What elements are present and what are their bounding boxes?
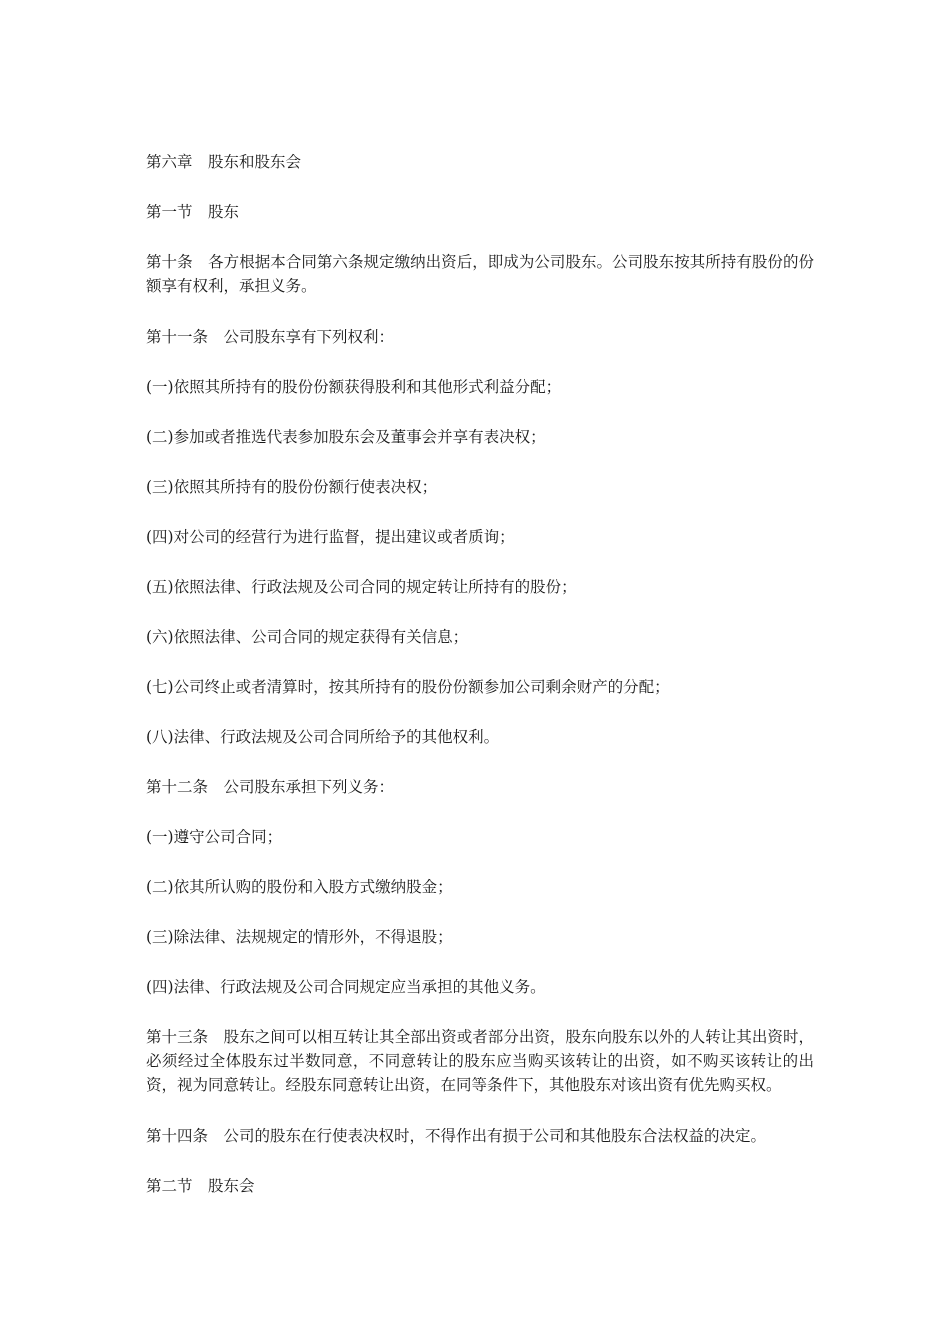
section-heading: 第一节 股东 [146,203,240,221]
list-item: (八)法律、行政法规及公司合同所给予的其他权利。 [146,728,500,746]
article-paragraph: 第十三条 股东之间可以相互转让其全部出资或者部分出资，股东向股东以外的人转让其出资时，必须经过全体股东过半数同意，不同意转让的股东应当购买该转让的出资，如不购买该转让的出资，视为同意转让。经股东同意转让出资，在同等条件下，其他股东对该出资有优先购买权。 [146,1028,814,1094]
list-item: (一)遵守公司合同； [146,828,283,846]
list-item: (三)依照其所持有的股份份额行使表决权； [146,478,438,496]
list-item: (二)依其所认购的股份和入股方式缴纳股金； [146,878,453,896]
list-item: (五)依照法律、行政法规及公司合同的规定转让所持有的股份； [146,578,577,596]
article-paragraph: 第十四条 公司的股东在行使表决权时，不得作出有损于公司和其他股东合法权益的决定。 [146,1127,767,1145]
document-page [146,150,814,1224]
list-item: (七)公司终止或者清算时，按其所持有的股份份额参加公司剩余财产的分配； [146,678,670,696]
article-paragraph: 第十一条 公司股东享有下列权利： [146,328,395,346]
article-paragraph: 第十条 各方根据本合同第六条规定缴纳出资后，即成为公司股东。公司股东按其所持有股份的份额享有权利，承担义务。 [146,253,814,295]
list-item: (六)依照法律、公司合同的规定获得有关信息； [146,628,469,646]
article-paragraph: 第十二条 公司股东承担下列义务： [146,778,395,796]
chapter-heading: 第六章 股东和股东会 [146,153,302,171]
list-item: (四)对公司的经营行为进行监督，提出建议或者质询； [146,528,515,546]
list-item: (四)法律、行政法规及公司合同规定应当承担的其他义务。 [146,978,546,996]
list-item: (一)依照其所持有的股份份额获得股利和其他形式利益分配； [146,378,562,396]
list-item: (二)参加或者推选代表参加股东会及董事会并享有表决权； [146,428,546,446]
list-item: (三)除法律、法规规定的情形外，不得退股； [146,928,453,946]
section-heading: 第二节 股东会 [146,1177,255,1195]
